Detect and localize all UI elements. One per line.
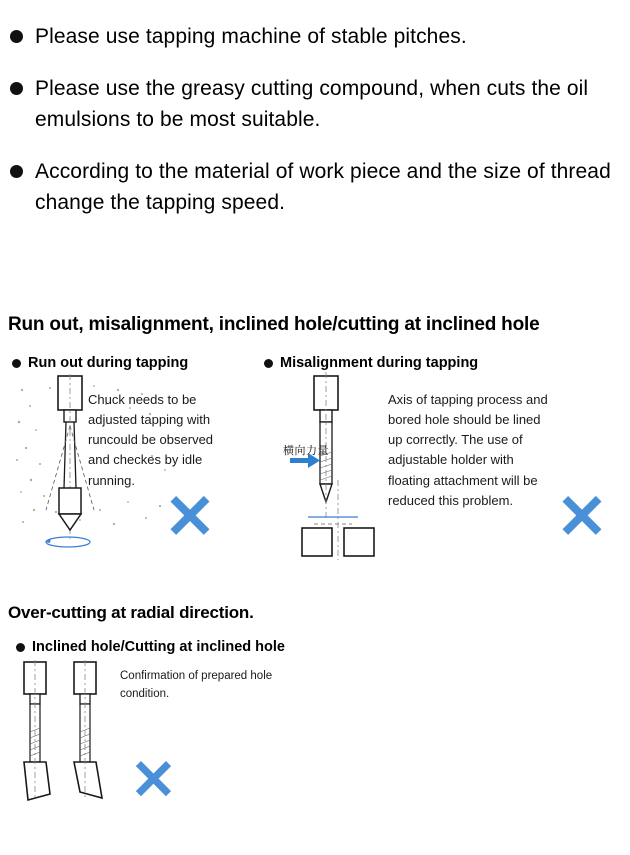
section-heading-runout: Run out, misalignment, inclined hole/cutting at inclined hole (8, 314, 540, 335)
bullet-icon (10, 82, 23, 95)
sub-heading-inclined-hole-label: Inclined hole/Cutting at inclined hole (32, 639, 285, 655)
list-item-text: Please use tapping machine of stable pitches. (35, 25, 467, 48)
sub-heading-misalignment-label: Misalignment during tapping (280, 355, 479, 371)
sub-heading-runout-label: Run out during tapping (28, 355, 189, 371)
section-heading-overcutting: Over-cutting at radial direction. (8, 603, 254, 622)
intro-bullet-list (10, 22, 620, 240)
inclined-hole-x-mark: ✕ (130, 748, 177, 811)
list-item-text: Please use the greasy cutting compound, when cuts the oil emulsions to be most suitable. (35, 77, 589, 131)
runout-x-mark: ✕ (164, 483, 216, 552)
list-item-text: According to the material of work piece and the size of thread change the tapping speed. (35, 160, 611, 214)
list-item (10, 74, 620, 135)
bullet-icon (10, 30, 23, 43)
runout-description: Chuck needs to be adjusted tapping with runcould be observed and checkes by idle running. (88, 392, 214, 488)
inclined-hole-diagram (10, 648, 130, 828)
lateral-force-label: 横向力量 (283, 445, 329, 457)
misalignment-x-mark: ✕ (556, 483, 608, 552)
misalignment-description: Axis of tapping process and bored hole should be lined up correctly. The use of adjustable holder with floating attachment will be reduced this problem. (388, 392, 548, 508)
list-item (10, 157, 620, 218)
list-item (10, 22, 620, 52)
inclined-hole-description: Confirmation of prepared hole condition. (120, 670, 273, 700)
misalignment-diagram (262, 360, 392, 570)
bullet-icon (10, 165, 23, 178)
